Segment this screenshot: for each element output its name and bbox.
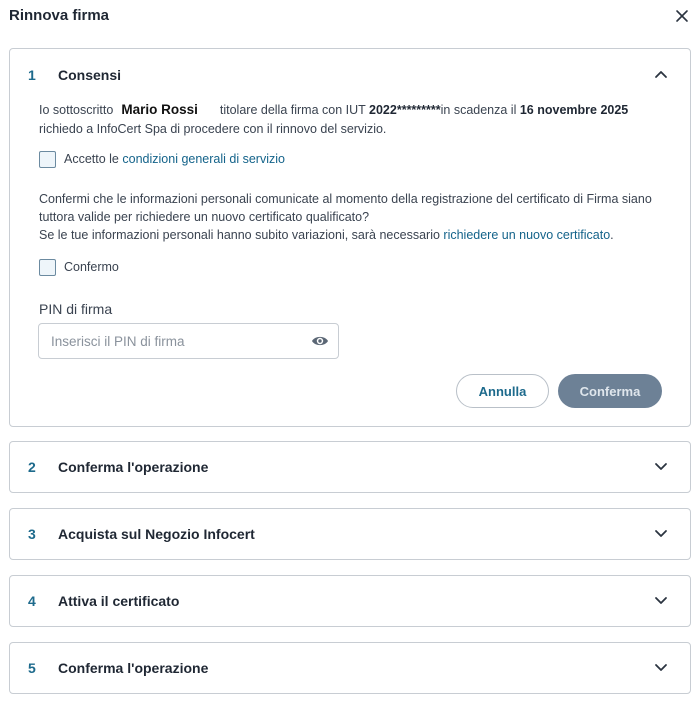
close-icon[interactable] (672, 6, 692, 26)
step-title: Attiva il certificato (58, 593, 180, 609)
confirm-question: Confermi che le informazioni personali comunicate al momento della registrazione del certificato di Firma siano tuttora valide per richiedere un nuovo certificato qualificato? (39, 192, 652, 224)
chevron-down-icon[interactable] (654, 460, 668, 474)
step-panel-5 (9, 642, 691, 694)
step-panel-consensi (9, 48, 691, 427)
confirm-row (39, 258, 119, 276)
step-number: 5 (28, 660, 36, 676)
intro-suffix: richiedo a InfoCert Spa di procedere con il rinnovo del servizio. (39, 122, 387, 136)
step-panel-4 (9, 575, 691, 627)
step-header-3[interactable] (10, 509, 690, 559)
cancel-button[interactable]: Annulla (456, 374, 549, 408)
chevron-up-icon[interactable] (654, 67, 668, 81)
step-title: Conferma l'operazione (58, 459, 209, 475)
dialog-header (0, 0, 699, 34)
consent-intro (39, 100, 659, 139)
iut-code: 2022********* (369, 103, 441, 117)
chevron-down-icon[interactable] (654, 527, 668, 541)
step-header-2[interactable] (10, 442, 690, 492)
step-header-4[interactable] (10, 576, 690, 626)
chevron-down-icon[interactable] (654, 661, 668, 675)
step-title: Acquista sul Negozio Infocert (58, 526, 255, 542)
intro-expiry: in scadenza il (440, 103, 517, 117)
holder-name: Mario Rossi (121, 102, 198, 117)
pin-field (38, 323, 339, 359)
confirm-info-text (39, 190, 679, 244)
accept-terms-row (39, 150, 285, 168)
step-title: Conferma l'operazione (58, 660, 209, 676)
confirm-button[interactable]: Conferma (558, 374, 662, 408)
confirm-checkbox[interactable] (39, 259, 56, 276)
intro-mid: titolare della firma con IUT (219, 103, 366, 117)
expiry-date: 16 novembre 2025 (519, 103, 629, 117)
step-header-5[interactable] (10, 643, 690, 693)
dialog-title: Rinnova firma (9, 7, 110, 24)
confirm-note: Se le tue informazioni personali hanno subito variazioni, sarà necessario (39, 228, 440, 242)
confirm-label: Confermo (64, 260, 119, 274)
eye-icon[interactable] (311, 334, 329, 348)
step-title: Consensi (58, 67, 122, 83)
confirm-note-end: . (610, 228, 614, 242)
chevron-down-icon[interactable] (654, 594, 668, 608)
step-number: 1 (28, 67, 36, 83)
step-number: 2 (28, 459, 36, 475)
step-header-1[interactable] (10, 49, 690, 99)
step-panel-3 (9, 508, 691, 560)
pin-input[interactable] (39, 324, 299, 358)
new-certificate-link[interactable]: richiedere un nuovo certificato (443, 228, 611, 242)
step-number: 4 (28, 593, 36, 609)
accept-terms-label: Accetto le (64, 152, 119, 166)
intro-prefix: Io sottoscritto (39, 103, 114, 117)
pin-label: PIN di firma (39, 301, 113, 317)
step-number: 3 (28, 526, 36, 542)
accept-terms-checkbox[interactable] (39, 151, 56, 168)
step-panel-2 (9, 441, 691, 493)
terms-link[interactable]: condizioni generali di servizio (122, 152, 285, 166)
